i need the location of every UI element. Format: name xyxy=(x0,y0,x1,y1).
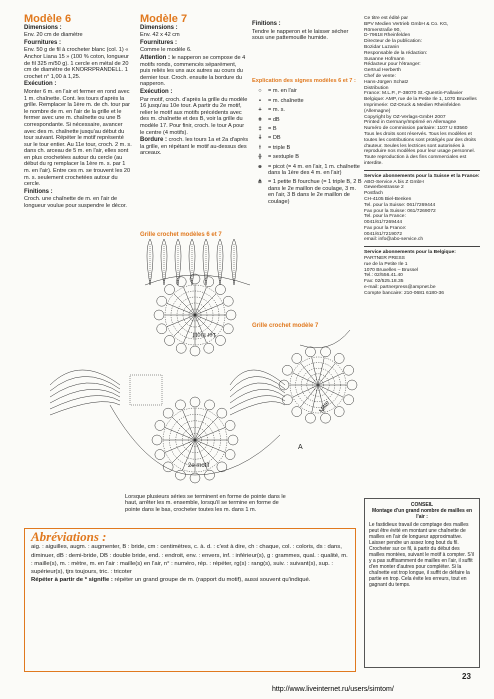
a-label: A xyxy=(298,444,303,451)
abonnement-suisse-line: Fax pour la France: xyxy=(364,225,407,231)
abonnement-belgique-line: Compte bancaire: 210-0681 6180-36 xyxy=(364,290,444,296)
column-modele-7 xyxy=(140,13,248,158)
modele-6-exec-value: Monter 6 m. en l'air et fermer en rond avec 1 m. chaînette. Cont. les tours d'après la grille. Remplacer la 1ère m. de ch. tour par le nombre de m. en l'air de la grille et le fermer avec une m. chaînette ou une B correspondante. Si nécessaire, avancer avec des m. chaînette jusqu'au début du tour suivant. Répéter le motif représenté sur le tour entier. Au 11e tour, croch. 2 m. s. dans ch. arceau de 5 m. en l'air, elles sont en plus crochetées autour du cercle (au début du rg remplacer la 1ère m. s. par 1 m. en l'air). Entre ces m. se trouvent les 20 m. s. seulement crochetées autour du cercle. xyxy=(24,88,132,188)
grille-67-label: Grille crochet modèles 6 et 7 xyxy=(140,232,222,238)
abonnement-belgique-line: PARTNER PRESS xyxy=(364,256,405,262)
modele-6-title: Modèle 6 xyxy=(24,13,72,25)
modele-6-exec-label: Exécution : xyxy=(24,81,57,88)
modele-6-fourn-label: Fournitures : xyxy=(24,39,61,46)
publisher-line: Copyright by OZ-Verlags-GmbH 2007 xyxy=(364,114,446,120)
legend-item xyxy=(252,98,362,104)
legend-item xyxy=(252,117,362,123)
modele-7-att-label: Attention : xyxy=(140,54,170,61)
motif-2-label: 2e motif xyxy=(188,463,210,469)
legend-item xyxy=(252,154,362,160)
publisher-line: Imprimerie: OZ-Druck & Medien Rheinfelden (Allemagne) xyxy=(364,102,461,114)
legend-symbol: ⸸ xyxy=(258,135,262,142)
abonnement-belgique-line: Fax: 02/525.18.35 xyxy=(364,279,404,285)
abreviations-title: Abréviations : xyxy=(31,529,107,544)
publisher-line: Belgique: AMP, rue de la Petite Ile 1, 1070 Bruxelles xyxy=(364,97,477,103)
modele-7-fourn-value: Comme le modèle 6. xyxy=(140,47,192,54)
abonnement-suisse-line: Tel. pour la Suisse: 061/7269444 xyxy=(364,202,436,208)
publisher-line: D-79618 Rheinfelden xyxy=(364,33,411,39)
symbol-legend xyxy=(252,78,362,208)
abreviations-repeat-text: répéter un grand groupe de m. (rapport du motif), aussi souvent qu'indiqué. xyxy=(114,577,311,584)
modele-7-bord-value: croch. les tours 1a et 2a d'après la grille, en répétant le motif au-dessus des arceaux. xyxy=(140,137,248,157)
publisher-line: Ce titre est édité par xyxy=(364,16,409,21)
abonnement-suisse-line: 0041/61/7219072 xyxy=(364,231,403,237)
publisher-line: Römerstraße 90, xyxy=(364,27,401,33)
conseil-box xyxy=(364,498,480,668)
abonnement-belgique-line: Tel.: 02/556.41.40 xyxy=(364,273,403,279)
legend-text: = DB xyxy=(268,135,281,142)
abonnement-belgique-line: rue de la Petite Ile 1 xyxy=(364,261,408,267)
abonnement-suisse-line: Fax pour la Suisse: 061/7269072 xyxy=(364,208,436,214)
publisher-line: Bozidar Luzanin xyxy=(364,44,400,50)
abonnement-suisse-title: Service abonnements pour la Suisse et la France: xyxy=(364,173,480,179)
publisher-line: Susanne Hofmann xyxy=(364,56,405,62)
legend-symbol: ⟊ xyxy=(259,144,261,151)
abonnement-suisse-line: 0041/61/7269444 xyxy=(364,220,403,226)
publisher-line: Printed in Germany/Imprimé en Allemagne xyxy=(364,120,457,126)
legend-item xyxy=(252,88,362,94)
finitions-value: Tendre le napperon et le laisser sécher sous une pattemouille humide. xyxy=(252,28,349,42)
page-number: 23 xyxy=(462,672,471,681)
source-url[interactable]: http://www.liveinternet.ru/users/simtom/ xyxy=(272,686,394,693)
modele-7-exec-label: Exécution : xyxy=(140,88,173,95)
legend-symbol: ⟠ xyxy=(258,154,262,161)
column-finitions xyxy=(252,20,358,43)
publisher-line: Numéro de commission paritaire: 1107 U 83560 xyxy=(364,126,468,132)
crochet-diagram xyxy=(0,235,364,525)
modele-6-dim-label: Dimensions : xyxy=(24,24,62,31)
abonnement-belgique-lines xyxy=(364,256,480,297)
abonnement-belgique-line: 1070 Bruxelles – Brussel xyxy=(364,267,419,273)
publisher-line: Directeur de la publication: xyxy=(364,39,422,45)
legend-item xyxy=(252,145,362,151)
legend-symbol: • xyxy=(259,97,261,104)
legend-items xyxy=(252,88,362,205)
modele-6-fourn-value: Env. 50 g de fil à crocheter blanc (col. 1) « Anchor Liana 15 » (100 % coton, longueur de fil 325 m/50 g). 1 cercle en métal de 20 cm de diamètre de KNORRPRANDELL. 1 crochet n° 1,00 à 1,25. xyxy=(24,47,129,80)
legend-item xyxy=(252,135,362,141)
publisher-line: BPV Medien Vertrieb GmbH & Co. KG, xyxy=(364,21,449,27)
legend-text: = triple B xyxy=(268,144,291,151)
legend-text: = m. chaînette xyxy=(268,97,304,104)
legend-text: = picot (= 4 m. en l'air, 1 m. chaînette dans la 1ère des 4 m. en l'air) xyxy=(268,163,360,177)
modele-7-exec-value: Par motif, croch. d'après la grille du modèle 16 jusqu'au 10e tour. A partir du 2e motif, relier le motif aux motifs précédents avec des m. chaînette et des B, voir la grille du modèle 17. Pour finir, croch. le tour A pour le centre (4 motifs). xyxy=(140,96,248,136)
publisher-line: Distribution xyxy=(364,85,389,91)
abonnement-suisse-line: Postfach xyxy=(364,191,384,197)
legend-item xyxy=(252,179,362,205)
publisher-line: Gertrud Herberth xyxy=(364,68,401,74)
modele-6-fin-value: Croch. une chaînette de m. en l'air de longueur voulue pour suspendre le décor. xyxy=(24,196,127,210)
conseil-title: CONSEIL xyxy=(410,502,434,508)
modele-7-att-value: le napperon se compose de 4 motifs ronds, commencés séparément, puis reliés les uns aux autres au cours du dernier tour. Croch. ensuite la bordure du napperon. xyxy=(140,54,246,88)
legend-text: = B xyxy=(268,126,277,133)
legend-text: = m. s. xyxy=(268,107,285,114)
legend-symbol: ○ xyxy=(258,88,262,95)
column-modele-6 xyxy=(24,13,132,211)
legend-symbol: ‡ xyxy=(258,126,262,133)
abonnement-belgique-title: Service abonnements pour la Belgique: xyxy=(364,250,456,256)
legend-item xyxy=(252,126,362,132)
abreviations-box xyxy=(24,528,356,672)
legend-text: = m. en l'air xyxy=(268,88,297,95)
publisher-line: Responsable de la rédaction: xyxy=(364,50,428,56)
publisher-line: Chef de vente: xyxy=(364,73,396,79)
finitions-label: Finitions : xyxy=(252,21,281,27)
modele-7-fourn-label: Fournitures : xyxy=(140,39,177,46)
modele-6-dim-value: Env. 20 cm de diamètre xyxy=(24,32,83,39)
legend-text: = dB xyxy=(268,116,280,123)
modele-7-dim-label: Dimensions : xyxy=(140,24,178,31)
publisher-info xyxy=(364,16,480,297)
publisher-line: Hans-Jürgen Schatz xyxy=(364,79,409,85)
grille-7-label: Grille crochet modèle 7 xyxy=(252,323,319,329)
modele-6-fin-label: Finitions : xyxy=(24,188,53,195)
legend-symbol: ɵ xyxy=(258,163,262,170)
abreviations-repeat-label: Répéter à partir de * signifie : xyxy=(31,577,113,584)
abonnement-suisse-line: email: info@abo-service.ch xyxy=(364,237,424,243)
legend-item xyxy=(252,107,362,113)
modele-7-title: Modèle 7 xyxy=(140,13,188,25)
abreviations-text: aig. : aiguilles, augm. : augmenter, B : bride, cm : centimètres, c. à. d. : c'est à dire, ch : chaque, col. : coloris, ds : dans, diminuer, dB : demi-bride, DB : double bride, end. : endroit, env. : envers, inf. : inférieur(s), g : grammes, qual. : qualité, m. : maille(s), m. : mètre, m. en l'air : maille(s) en l'air, n° : numéro, rép. : répéter, rg(s) : rang(s), suiv. : suivant(s), sup. : supérieur(s), tjrs toujours, tric. : tricoter xyxy=(31,544,348,576)
abonnement-belgique-line: e-mail: partnerpress@ampnet.be xyxy=(364,285,436,291)
legend-title: Explication des signes modèles 6 et 7 : xyxy=(252,78,356,84)
diagram-note: Lorsque plusieurs séries se terminent en forme de pointe dans le haut, arrêter les m. ensemble, lorsqu'il se termine en forme de pointe dans le bas, crocheter toutes les m. dans 1 m. xyxy=(125,494,286,513)
abonnement-suisse-line: Gewerbestrasse 2 xyxy=(364,185,404,191)
legend-text: = 1 petite B fourchue (= 1 triple B, 2 B dans le 2e maillon de coulage, 3 m. en l'air, 3 B dans le 2e maillon de coulage) xyxy=(268,179,362,205)
motif-1-label: 1er motif xyxy=(192,331,216,337)
conseil-text: Le fastidieux travail de comptage des mailles peut être évité en montant une chaînette de mailles en l'air de longueur approximative. Laisser pendre un assez long bout du fil. Crocheter sur ce fil, à partir du début des mailles montées, suivant le motif à compter. S'il y a pas suffisamment de mailles en l'air, il suffit d'en monter d'autres pour compléter. Si la chaînette est trop longue, il suffit de défaire la partie en trop. Cela évite les erreurs, tout en gagnant du temps. xyxy=(369,522,474,588)
publisher-lines xyxy=(364,16,480,167)
publisher-line: France: M.L.P., F-38070 St.-Quentin-Fallavier xyxy=(364,91,463,97)
abonnement-suisse-lines xyxy=(364,180,480,244)
legend-symbol: + xyxy=(258,107,262,114)
abonnement-suisse-line: CH-4105 Biel-Benken xyxy=(364,196,412,202)
modele-7-bord-label: Bordure : xyxy=(140,137,167,144)
abonnement-suisse-line: Tel. pour la France: xyxy=(364,214,406,220)
modele-7-dim-value: Env. 42 x 42 cm xyxy=(140,32,180,39)
legend-symbol: ⋔ xyxy=(257,179,263,186)
publisher-line: Tous les droits sont réservés. Tous les modèles et toutes les contributions sont protégés par des droits d'auteur. Seules les lectrices sont autorisées à reproduire nos modèles pour leur usage personnel. Toute reproduction à des fins commerciales est interdite. xyxy=(364,131,477,166)
legend-item xyxy=(252,164,362,177)
publisher-line: Rédacteur pour l'étranger: xyxy=(364,62,421,68)
legend-text: = sextuple B xyxy=(268,154,299,161)
legend-symbol: ǂ xyxy=(258,116,262,123)
conseil-subtitle: Montage d'un grand nombre de mailles en l'air : xyxy=(371,508,473,520)
abonnement-suisse-line: ABO-Service A bis Z GmbH xyxy=(364,179,424,185)
mitte-label: Mitte xyxy=(318,400,332,415)
